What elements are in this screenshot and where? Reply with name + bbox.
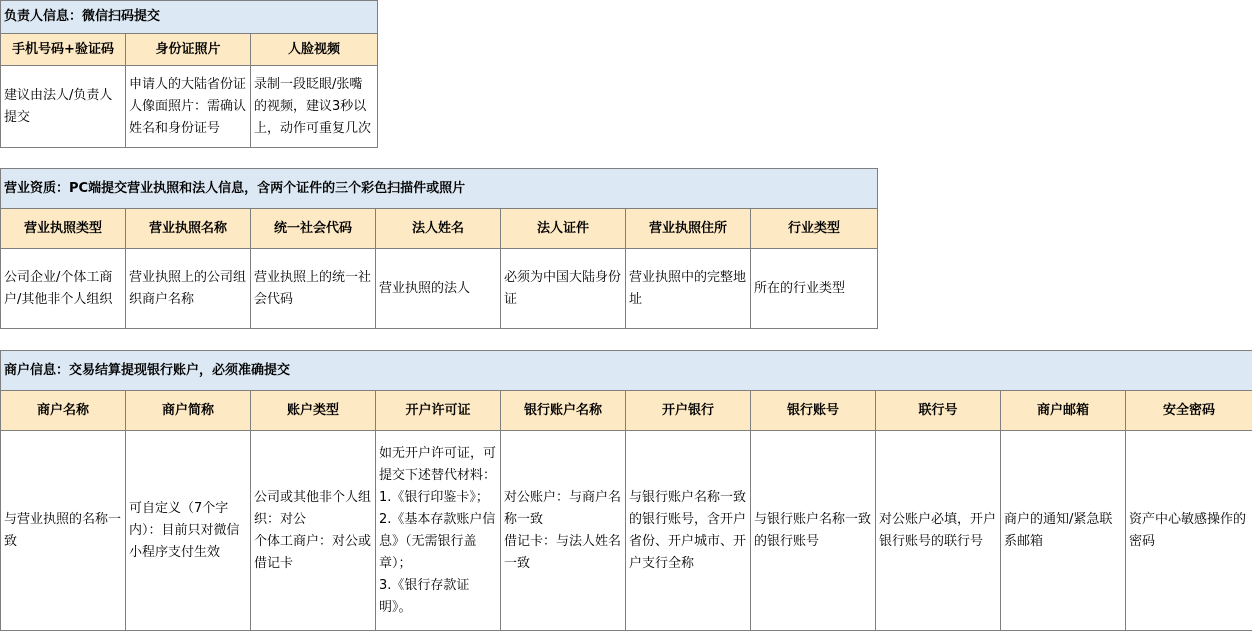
header-account-license: 开户许可证 — [376, 391, 501, 431]
header-account-type: 账户类型 — [251, 391, 376, 431]
header-license-address: 营业执照住所 — [626, 209, 751, 249]
cell-merchant-name: 与营业执照的名称一致 — [1, 431, 126, 631]
header-merchant-short-name: 商户简称 — [126, 391, 251, 431]
header-license-name: 营业执照名称 — [126, 209, 251, 249]
header-bank-account-name: 银行账户名称 — [501, 391, 626, 431]
cell-bank-account-number: 与银行账户名称一致的银行账号 — [751, 431, 876, 631]
cell-bank-account-name: 对公账户：与商户名称一致 借记卡：与法人姓名一致 — [501, 431, 626, 631]
cell-legal-name: 营业执照的法人 — [376, 249, 501, 329]
merchant-info-table — [0, 350, 1252, 631]
header-credit-code: 统一社会代码 — [251, 209, 376, 249]
cell-license-address: 营业执照中的完整地址 — [626, 249, 751, 329]
header-phone-code: 手机号码+验证码 — [1, 34, 126, 66]
header-industry-type: 行业类型 — [751, 209, 878, 249]
header-legal-name: 法人姓名 — [376, 209, 501, 249]
merchant-info-title: 商户信息：交易结算提现银行账户，必须准确提交 — [1, 351, 1252, 391]
business-qualification-table — [0, 168, 878, 329]
cell-legal-id: 必须为中国大陆身份证 — [501, 249, 626, 329]
owner-info-table — [0, 0, 378, 148]
header-license-type: 营业执照类型 — [1, 209, 126, 249]
header-bank-account-number: 银行账号 — [751, 391, 876, 431]
business-qualification-title: 营业资质：PC端提交营业执照和法人信息，含两个证件的三个彩色扫描件或照片 — [1, 169, 878, 209]
cell-security-password: 资产中心敏感操作的密码 — [1126, 431, 1252, 631]
header-legal-id: 法人证件 — [501, 209, 626, 249]
cell-bank-code: 对公账户必填，开户银行账号的联行号 — [876, 431, 1001, 631]
cell-face-video: 录制一段眨眼/张嘴的视频，建议3秒以上，动作可重复几次 — [251, 66, 378, 148]
header-merchant-email: 商户邮箱 — [1001, 391, 1126, 431]
header-security-password: 安全密码 — [1126, 391, 1252, 431]
cell-license-name: 营业执照上的公司组织商户名称 — [126, 249, 251, 329]
cell-phone-code: 建议由法人/负责人提交 — [1, 66, 126, 148]
cell-id-photo: 申请人的大陆省份证人像面照片：需确认姓名和身份证号 — [126, 66, 251, 148]
header-opening-bank: 开户银行 — [626, 391, 751, 431]
cell-merchant-short-name: 可自定义（7个字内）：目前只对微信小程序支付生效 — [126, 431, 251, 631]
cell-credit-code: 营业执照上的统一社会代码 — [251, 249, 376, 329]
cell-account-type: 公司或其他非个人组织：对公 个体工商户：对公或借记卡 — [251, 431, 376, 631]
cell-license-type: 公司企业/个体工商户/其他非个人组织 — [1, 249, 126, 329]
header-merchant-name: 商户名称 — [1, 391, 126, 431]
header-face-video: 人脸视频 — [251, 34, 378, 66]
cell-industry-type: 所在的行业类型 — [751, 249, 878, 329]
owner-info-title: 负责人信息：微信扫码提交 — [1, 1, 378, 34]
cell-merchant-email: 商户的通知/紧急联系邮箱 — [1001, 431, 1126, 631]
cell-opening-bank: 与银行账户名称一致的银行账号，含开户省份、开户城市、开户支行全称 — [626, 431, 751, 631]
header-id-photo: 身份证照片 — [126, 34, 251, 66]
cell-account-license: 如无开户许可证，可提交下述替代材料： 1.《银行印鉴卡》； 2.《基本存款账户信息》（无需银行盖章）； 3.《银行存款证明》。 — [376, 431, 501, 631]
header-bank-code: 联行号 — [876, 391, 1001, 431]
